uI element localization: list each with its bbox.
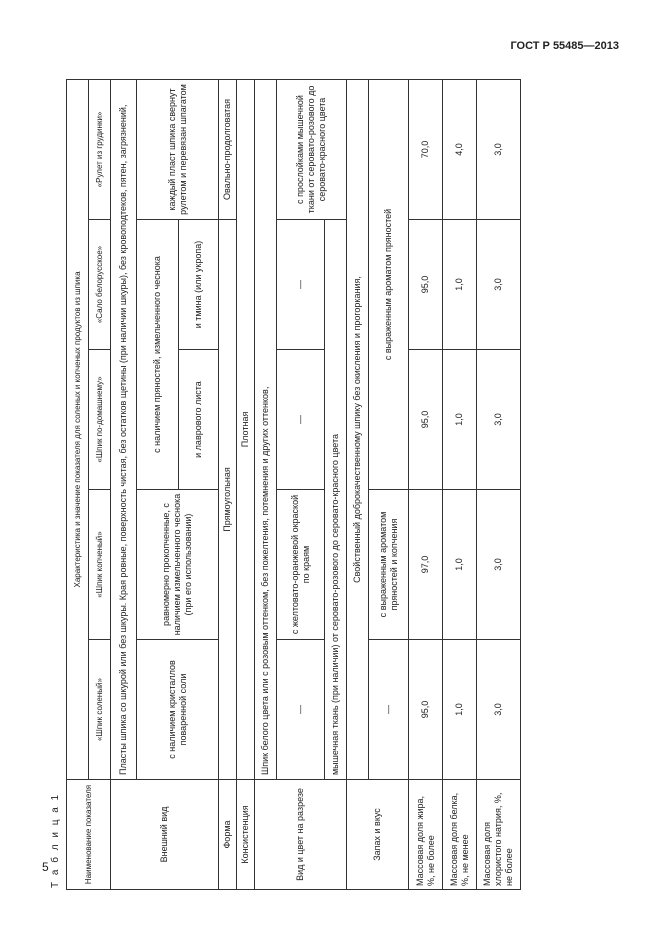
cut-salted: — [277, 640, 325, 780]
row-label-salt: Массовая доля хлористого натрия, %, не более [477, 780, 521, 890]
standard-number: ГОСТ Р 55485—2013 [510, 40, 619, 52]
smell-smoked: с выраженным ароматом пряностей и копчения [369, 490, 409, 640]
cut-roll: с прослойками мышечной ткани от серовато-розового до серовато-красного цвета [277, 79, 347, 219]
shape-oval: Овально-продолговатая [219, 79, 237, 219]
smell-salted: — [369, 640, 409, 780]
product-header: «Шпик по-домашнему» [89, 350, 111, 490]
product-characteristics-table [66, 79, 521, 890]
row-label-fat: Массовая доля жира, %, не более [409, 780, 443, 890]
cut-muscle: мышечная ткань (при наличии) от серовато-розового до серовато-красного цвета [325, 220, 347, 780]
protein-value: 1,0 [443, 350, 477, 490]
rotated-table-container [48, 70, 613, 890]
appearance-homemade: и лаврового листа [179, 350, 219, 490]
smell-others: с выраженным ароматом пряностей [369, 79, 409, 489]
product-header: «Сало белорусское» [89, 220, 111, 350]
salt-value: 3,0 [477, 79, 521, 219]
cut-homemade: — [277, 350, 325, 490]
protein-value: 1,0 [443, 640, 477, 780]
fat-value: 95,0 [409, 220, 443, 350]
salt-value: 3,0 [477, 640, 521, 780]
appearance-smoked: равномерно прокопченные, с наличием измельченного чеснока (при его использовании) [137, 490, 219, 640]
shape-rect: Прямоугольная [219, 220, 237, 780]
product-header: «Рулет из грудинки» [89, 79, 111, 219]
row-label-cut: Вид и цвет на разрезе [255, 780, 347, 890]
consistency-value: Плотная [237, 79, 255, 779]
appearance-roll: каждый пласт шпика свернут рулетом и перевязан шпагатом [137, 79, 219, 219]
product-header: «Шпик соленый» [89, 640, 111, 780]
appearance-common: Пласты шпика со шкурой или без шкуры. Края ровные, поверхность чистая, без остатков щетины (при наличии шкуры), без кровоподтеков, пятен, загрязнений, [111, 79, 137, 779]
indicator-header: Наименование показателя [67, 780, 111, 890]
appearance-homemade-belarus: с наличием пряностей, измельченного чеснока [137, 220, 179, 490]
fat-value: 95,0 [409, 640, 443, 780]
fat-value: 95,0 [409, 350, 443, 490]
protein-value: 1,0 [443, 490, 477, 640]
page-number: 5 [42, 860, 49, 874]
appearance-belarus: и тмина (или укропа) [179, 220, 219, 350]
salt-value: 3,0 [477, 350, 521, 490]
protein-value: 4,0 [443, 79, 477, 219]
row-label-consistency: Консистенция [237, 780, 255, 890]
row-label-protein: Массовая доля белка, %, не менее [443, 780, 477, 890]
salt-value: 3,0 [477, 490, 521, 640]
protein-value: 1,0 [443, 220, 477, 350]
table-caption: Т а б л и ц а 1 [50, 792, 61, 888]
salt-value: 3,0 [477, 220, 521, 350]
cut-smoked: с желтовато-оранжевой окраской по краям [277, 490, 325, 640]
characteristic-header: Характеристика и значение показателя для соленых и копченых продуктов из шпика [67, 79, 89, 779]
appearance-salted: с наличием кристаллов поваренной соли [137, 640, 219, 780]
fat-value: 97,0 [409, 490, 443, 640]
fat-value: 70,0 [409, 79, 443, 219]
row-label-shape: Форма [219, 780, 237, 890]
row-label-appearance: Внешний вид [111, 780, 219, 890]
product-header: «Шпик копченый» [89, 490, 111, 640]
cut-common: Шпик белого цвета или с розовым оттенком, без пожелтения, потемнения и других оттенков, [255, 79, 277, 779]
cut-belarus: — [277, 220, 325, 350]
row-label-smell: Запах и вкус [347, 780, 409, 890]
smell-common: Свойственный доброкачественному шпику без окисления и прогоркания, [347, 79, 369, 779]
